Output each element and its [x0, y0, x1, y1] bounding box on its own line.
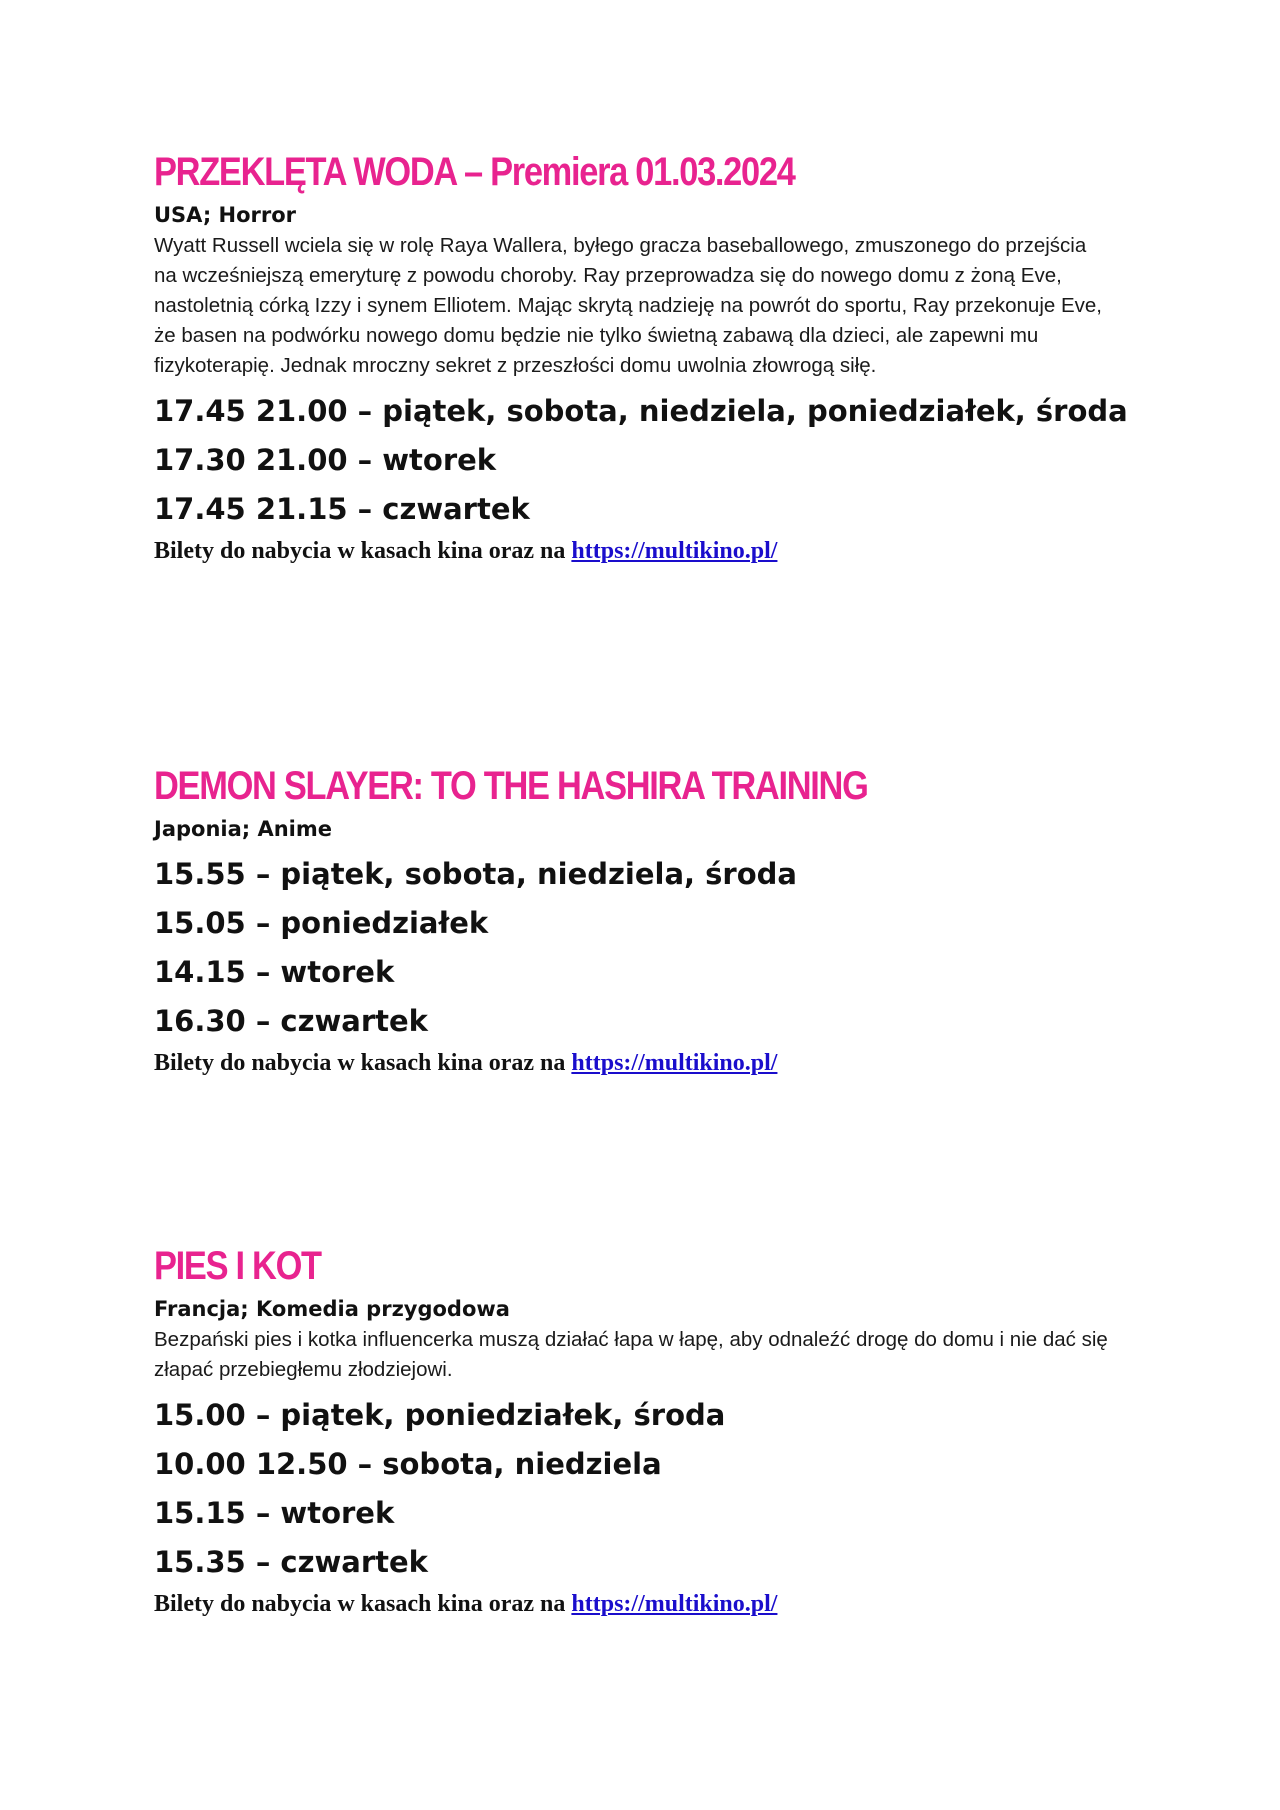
showtime-row: 17.45 21.15 – czwartek: [154, 492, 530, 526]
multikino-link[interactable]: https://multikino.pl/: [571, 1591, 778, 1617]
movie-description: Wyatt Russell wciela się w rolę Raya Wallera, byłego gracza baseballowego, zmuszonego do przejścia na wcześniejszą emeryturę z powodu choroby. Ray przeprowadza się do nowego domu z żoną Eve, nastoletnią córką Izzy i synem Elliotem. Mając skrytą nadzieję na powrót do sportu, Ray przekonuje Eve, że basen na podwórku nowego domu będzie nie tylko świetną zabawą dla dzieci, ale zapewni mu fizykoterapię. Jednak mroczny sekret z przeszłości domu uwolnia złowrogą siłę.: [154, 234, 1102, 377]
showtime-row: 15.35 – czwartek: [154, 1545, 428, 1579]
showtime-row: 17.30 21.00 – wtorek: [154, 443, 497, 477]
movie-genre: Japonia; Anime: [154, 817, 332, 841]
movie-section-pies-i-kot: [154, 1244, 1154, 1621]
movie-genre: Francja; Komedia przygodowa: [154, 1297, 510, 1321]
showtime-row: 15.55 – piątek, sobota, niedziela, środa: [154, 857, 797, 891]
tickets-text: Bilety do nabycia w kasach kina oraz na: [154, 1050, 572, 1076]
showtime-row: 17.45 21.00 – piątek, sobota, niedziela, poniedziałek, środa: [154, 394, 1128, 428]
movie-title: PIES I KOT: [154, 1244, 321, 1288]
tickets-info: [154, 1046, 1154, 1080]
tickets-info: [154, 534, 1154, 568]
showtime-row: 14.15 – wtorek: [154, 955, 395, 989]
tickets-text: Bilety do nabycia w kasach kina oraz na: [154, 538, 572, 564]
showtimes-list: [154, 850, 1154, 1046]
showtime-row: 15.00 – piątek, poniedziałek, środa: [154, 1398, 726, 1432]
movie-description: Bezpański pies i kotka influencerka muszą działać łapa w łapę, aby odnaleźć drogę do domu i nie dać się złapać przebiegłemu złodziejowi.: [154, 1328, 1108, 1381]
movie-section-demon-slayer: [154, 764, 1154, 1080]
showtimes-list: [154, 1391, 1154, 1587]
multikino-link[interactable]: https://multikino.pl/: [571, 1050, 778, 1076]
showtime-row: 16.30 – czwartek: [154, 1004, 428, 1038]
showtime-row: 15.05 – poniedziałek: [154, 906, 489, 940]
tickets-info: [154, 1587, 1154, 1621]
multikino-link[interactable]: https://multikino.pl/: [571, 538, 778, 564]
movie-title: PRZEKLĘTA WODA – Premiera 01.03.2024: [154, 150, 795, 194]
showtime-row: 15.15 – wtorek: [154, 1496, 395, 1530]
showtime-row: 10.00 12.50 – sobota, niedziela: [154, 1447, 662, 1481]
tickets-text: Bilety do nabycia w kasach kina oraz na: [154, 1591, 572, 1617]
movie-title: DEMON SLAYER: TO THE HASHIRA TRAINING: [154, 764, 868, 808]
movie-genre: USA; Horror: [154, 203, 297, 227]
movie-section-przekleta-woda: [154, 150, 1154, 568]
showtimes-list: [154, 387, 1154, 534]
